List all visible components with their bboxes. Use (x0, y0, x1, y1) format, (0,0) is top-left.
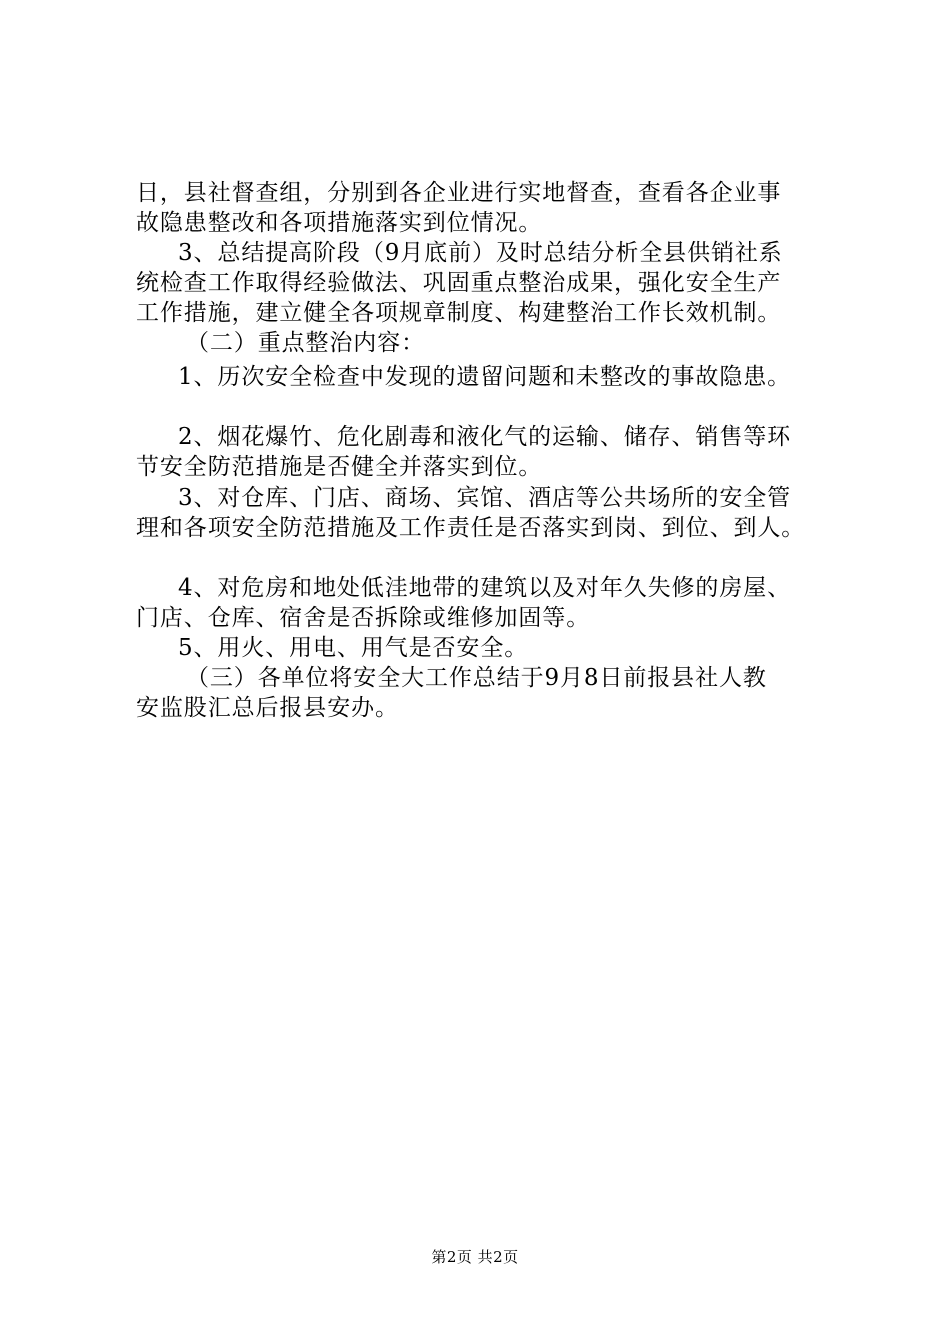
paragraph-line: 统检查工作取得经验做法、巩固重点整治成果，强化安全生产 (136, 270, 782, 296)
paragraph-line: 故隐患整改和各项措施落实到位情况。 (136, 210, 543, 236)
paragraph-line: 节安全防范措施是否健全并落实到位。 (136, 454, 543, 480)
page-number-footer: 第2页 共2页 (431, 1248, 519, 1266)
paragraph-line: 门店、仓库、宿舍是否拆除或维修加固等。 (136, 605, 591, 631)
paragraph-line: 3、对仓库、门店、商场、宾馆、酒店等公共场所的安全管 (178, 485, 792, 511)
paragraph-line: 工作措施，建立健全各项规章制度、构建整治工作长效机制。 (136, 300, 782, 326)
paragraph-line: 日，县社督查组，分别到各企业进行实地督查，查看各企业事 (136, 180, 782, 206)
paragraph-line: 2、烟花爆竹、危化剧毒和液化气的运输、储存、销售等环 (178, 424, 792, 450)
paragraph-line: 4、对危房和地处低洼地带的建筑以及对年久失修的房屋、 (178, 575, 792, 601)
paragraph-line: （三）各单位将安全大工作总结于9月8日前报县社人教 (186, 665, 767, 691)
paragraph-line: 5、用火、用电、用气是否安全。 (178, 635, 529, 661)
paragraph-line: 1、历次安全检查中发现的遗留问题和未整改的事故隐患。 (178, 364, 792, 390)
paragraph-line: 3、总结提高阶段（9月底前）及时总结分析全县供销社系 (178, 240, 783, 266)
section-heading: （二）重点整治内容： (186, 330, 425, 356)
paragraph-line: 理和各项安全防范措施及工作责任是否落实到岗、到位、到人。 (136, 515, 806, 541)
paragraph-line: 安监股汇总后报县安办。 (136, 695, 399, 721)
